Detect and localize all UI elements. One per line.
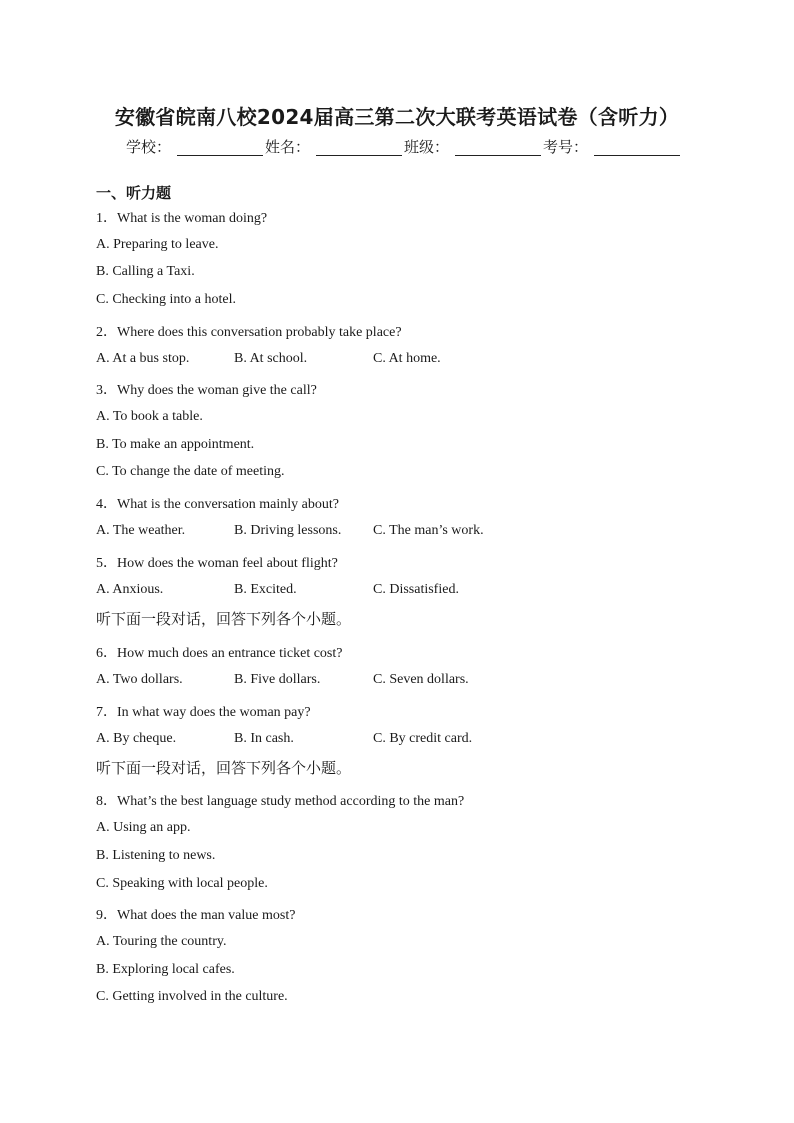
question-text: What does the man value most? <box>117 908 296 923</box>
question-text: Where does this conversation probably take place? <box>117 325 402 340</box>
page-title: 安徽省皖南八校2024届高三第二次大联考英语试卷（含听力） <box>114 105 680 129</box>
question-number: 8． <box>96 794 117 809</box>
question-5 <box>96 552 338 572</box>
options-row <box>96 731 472 747</box>
option-a[interactable]: A. Two dollars. <box>96 672 183 687</box>
options-row <box>96 582 459 598</box>
option-a[interactable]: A. Touring the country. <box>96 934 227 949</box>
instruction-text: 听下面一段对话，回答下列各个小题。 <box>96 610 352 628</box>
option-c[interactable]: C. Speaking with local people. <box>96 876 268 891</box>
option-c[interactable]: C. At home. <box>373 351 441 366</box>
question-text: What is the conversation mainly about? <box>117 497 339 512</box>
question-number: 9． <box>96 908 117 923</box>
class-label: 班级： <box>404 138 450 156</box>
question-2 <box>96 321 402 341</box>
option-c[interactable]: C. Getting involved in the culture. <box>96 989 288 1004</box>
options-row <box>96 523 484 539</box>
question-9 <box>96 904 295 924</box>
option-b[interactable]: B. Exploring local cafes. <box>96 962 235 977</box>
question-8 <box>96 790 464 810</box>
question-number: 4． <box>96 497 117 512</box>
name-blank[interactable] <box>316 139 402 156</box>
option-b[interactable]: B. Five dollars. <box>234 672 321 687</box>
option-b[interactable]: B. To make an appointment. <box>96 437 255 452</box>
option-a[interactable]: A. Using an app. <box>96 820 191 835</box>
option-b[interactable]: B. Driving lessons. <box>234 523 342 538</box>
option-a[interactable]: A. Anxious. <box>96 582 164 597</box>
question-number: 3． <box>96 383 117 398</box>
student-info-row <box>126 136 682 157</box>
question-text: What’s the best language study method according to the man? <box>117 794 465 809</box>
option-a[interactable]: A. To book a table. <box>96 409 203 424</box>
question-number: 6． <box>96 646 117 661</box>
question-text: Why does the woman give the call? <box>117 383 317 398</box>
question-3 <box>96 379 317 399</box>
option-b[interactable]: B. Calling a Taxi. <box>96 264 195 279</box>
option-b[interactable]: B. Excited. <box>234 582 297 597</box>
option-a[interactable]: A. The weather. <box>96 523 186 538</box>
option-a[interactable]: A. At a bus stop. <box>96 351 190 366</box>
question-6 <box>96 642 342 662</box>
option-c[interactable]: C. To change the date of meeting. <box>96 464 285 479</box>
number-label: 考号： <box>543 138 589 156</box>
option-c[interactable]: C. The man’s work. <box>373 523 484 538</box>
name-label: 姓名： <box>265 138 311 156</box>
question-4 <box>96 493 339 513</box>
option-b[interactable]: B. In cash. <box>234 731 294 746</box>
question-text: How much does an entrance ticket cost? <box>117 646 343 661</box>
option-a[interactable]: A. Preparing to leave. <box>96 237 219 252</box>
school-label: 学校： <box>126 138 172 156</box>
section-title: 一、听力题 <box>96 184 172 202</box>
question-7 <box>96 701 311 721</box>
question-text: What is the woman doing? <box>117 211 268 226</box>
number-blank[interactable] <box>594 139 680 156</box>
option-c[interactable]: C. Seven dollars. <box>373 672 469 687</box>
question-1 <box>96 207 267 227</box>
question-number: 2． <box>96 325 117 340</box>
option-c[interactable]: C. Checking into a hotel. <box>96 292 236 307</box>
question-number: 5． <box>96 556 117 571</box>
option-a[interactable]: A. By cheque. <box>96 731 177 746</box>
option-b[interactable]: B. Listening to news. <box>96 848 216 863</box>
options-row <box>96 672 469 688</box>
question-number: 7． <box>96 705 117 720</box>
options-row <box>96 351 441 367</box>
option-b[interactable]: B. At school. <box>234 351 308 366</box>
option-c[interactable]: C. Dissatisfied. <box>373 582 459 597</box>
question-number: 1． <box>96 211 117 226</box>
question-text: How does the woman feel about flight? <box>117 556 338 571</box>
option-c[interactable]: C. By credit card. <box>373 731 473 746</box>
instruction-text: 听下面一段对话，回答下列各个小题。 <box>96 759 352 777</box>
class-blank[interactable] <box>455 139 541 156</box>
school-blank[interactable] <box>177 139 263 156</box>
question-text: In what way does the woman pay? <box>117 705 311 720</box>
